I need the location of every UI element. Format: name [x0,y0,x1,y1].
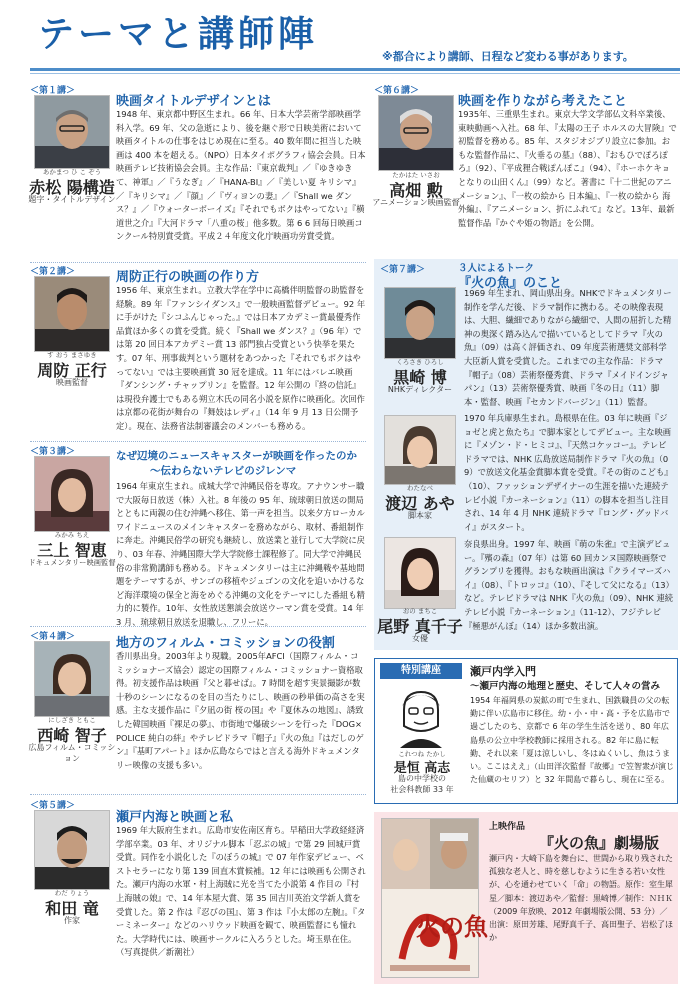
special-lecture-body: 1954 年福岡県の炭鉱の町で生まれ、国鉄職員の父の転勤に伴い広島市に移住。幼・小・中・高・予を広島市で過ごしたのち、京都で 6 年の学生生活を送り、80 年広島県の公立中学校教師に採用される。82 年に島に転勤、それ以来「夏は涼しいし、冬はぬくいし、魚はうまい。ここはええ」（山田洋次監督『故郷』で笠智衆が演じた仙蔵のセリフ）と 32 年間島で暮らし、現在に至る。 [470,696,674,785]
divider-1 [30,262,366,263]
lecturer-4-name: 西崎 智子 [37,726,107,745]
schedule-note: ※都合により講師、日程など変わる事があります。 [382,50,634,63]
lecture-6-label: ＜第６講＞ [374,86,420,96]
lecturer-5-ruby: わだ りょう [54,889,90,897]
lecture-1-label: ＜第１講＞ [30,86,76,96]
lecturer-6-ruby: たかはた いさお [392,171,440,179]
speaker-1-photo [384,287,456,359]
lecture-1-body-b [30,216,366,257]
lecturer-2-photo [34,276,110,352]
lecturer-1-photo [34,95,110,169]
lecturer-5-role: 作家 [64,916,80,925]
speaker-3-role: 女優 [412,634,428,643]
special-lecture-title: 瀬戸内学入門 [470,665,536,678]
lecturer-1-ruby: あかまつ ひ こ ぞう [42,168,102,176]
film-badge: 上映作品 [489,822,526,832]
lecturer-1-role: 題字・タイトルデザイン [28,195,116,204]
lecture-7-title: 『火の魚』のこと [458,276,563,291]
lecturer-4-photo [34,641,110,717]
lecture-2-label: ＜第２講＞ [30,267,76,277]
lecture-3-subtitle: 〜伝わらないテレビのジレンマ [150,465,297,477]
lecturer-5-name: 和田 竜 [45,899,99,918]
lecturer-4-role: 広島フィルム・コミッション [28,743,116,763]
lecture-6-body: 1935年、三重県生まれ。東京大学文学部仏文科卒業後、東映動画へ入社。68 年、『太陽の王子 ホルスの大冒険』で初監督を務める。85 年、スタジオジブリ設立に参加。おもな監督作品に、『火垂るの墓』（88）、『おもひでぽろぽろ』（92）、『平成狸合戦ぽんぽこ』（94）、『ホーホケキョとなりの山田くん』（99）など。著書に『十二世紀のアニメーション』、『一枚の絵から 日本編』、『一枚の絵から 海外編』、『アニメーション、折にふれて』など。13年、最新監督作品『かぐや姫の物語』を公開。 [458,109,677,228]
special-lecturer-role-1: 島の中学校の [398,774,446,783]
lecture-4-body: 香川県出身。2003年より現職。2005年AFCI（国際フィルム・コミッショナーズ協会）認定の国際フィルム・コミッショナー資格取得。初支援作品は映画『父と暮せば』。7 時間を超す実景撮影が数十秒のシーンになるのを目の当たりにし、映画の秒単価の高さを実感。主な支援作品に『夕凪の街 桜の国』や『夏休みの地図』、誘致した韓国映画『裸足の夢』、市街地で爆破シーンを行った『DOG×POLICE 純白の絆』やテレビドラマ『帽子』『火の魚』『はだしのゲン』『基町アパート』ほか広島ならではと言える海外ドキュメンタリー映像の支援も多い。 [116,651,365,770]
lecturer-illustration [390,686,452,748]
divider-3 [30,626,366,627]
speaker-1-body: 1969 年生まれ、岡山県出身。NHKでドキュメンタリー制作を学んだ後、ドラマ制作に携わる。その映像表現は、大胆、繊細でありながら繊細で、人間の屈折した精神の奥深く踏み込んで描いているとしてドラマ『火の魚』（09）は高く評価され、09 年度芸術選奨文部科学大臣新人賞を受賞した。これまでの主な作品：ドラマ『帽子』（08）芸術祭優秀賞、ドラマ『メイドインジャパン』（13）芸術祭優秀賞、映画『冬の日』（11）脚本・監督、映画『セカンドバージン』（11）監督。 [464,288,672,407]
lecture-1-title: 映画タイトルデザインとは [116,94,271,109]
film-poster-title: 火の魚 [416,912,488,941]
speaker-2-body: 1970 年兵庫県生まれ。島根県在住。03 年に映画『ジョゼと虎と魚たち』で脚本家としてデビュー。主な映画に『メゾン・ド・ヒミコ』、『天然コケッコー』。テレビドラマでは、NHK 広島放送局制作ドラマ『火の魚』（09）で放送文化基金賞脚本賞を受賞。『その街のこども』（10）、ファッションデザイナーの生涯を描いた連続テレビ小説『カーネーション』（11）の脚本を担当し注目され、14 年 4 月 NHK 連続ドラマ『ロング・グッドバイ』がスタート。 [464,413,673,532]
special-lecturer-ruby: これつね たかし [398,750,446,758]
lecturer-6-role: アニメーション映画監督 [372,198,460,207]
header-rule-thin [30,73,680,74]
special-lecturer-role-2: 社会科教師 33 年 [390,785,454,794]
lecture-5-body: 1969 年大阪府生まれ。広島市安佐南区育ち。早稲田大学政経経済学部卒業。03 年、オリジナル脚本「忍ぶの城」で第 29 回城戸賞受賞。同作を小説化した『のぼうの城』で 07 年作家デビュー、ベストセラーになり第 139 回直木賞候補。12 年には映画も公開された。瀬戸内海の水軍・村上海賊に光を当てた小説第 4 作目の『村上海賊の娘』で、14 年本屋大賞、第 35 回吉川英治文学新人賞を受賞した。第 2 作は『忍びの国』、第 3 作は『小太郎の左腕』。『ターミネーター』などのハリウッド映画を観て、映画監督にも憧れた。大学時代には、映画サークルに入ろうとした。埼玉県在住。（写真提供／新潮社） [116,825,366,958]
page-title: テーマと講師陣 [38,14,319,55]
lecturer-3-photo [34,456,110,532]
special-lecturer-name: 是恒 高志 [393,761,451,776]
lecturer-4-ruby: にしざき ともこ [48,716,96,724]
lecture-6-title: 映画を作りながら考えたこと [458,94,628,109]
lecturer-5-photo [34,810,110,890]
speaker-1-name: 黒崎 博 [393,368,447,387]
lecturer-2-ruby: す おう まさゆき [47,351,97,359]
speaker-2-name: 渡辺 あや [385,494,455,513]
speaker-2-photo [384,415,456,485]
special-lecture-subtitle: 〜瀬戸内海の地理と歴史、そして人々の営み [470,681,661,692]
lecture-4-title: 地方のフィルム・コミッションの役割 [116,636,335,651]
lecture-3-body: 1964 年東京生まれ。成城大学で沖縄民俗を専攻。アナウンサー職で大阪毎日放送（株）入社。8 年後の 95 年、琉球朝日放送の開局とともに両親の住む沖縄へ移住、第一声を担当。以来夕方ローカルワイドニュースのメインキャスターを務めながら、取材、番組制作に奔走。沖縄民俗学の研究も継続し、放送業と並行して大学院に戻り、03 年春、沖縄国際大学大学院修士課程修了。同大学で沖縄民俗の非常勤講師も務める。ドキュメンタリーは主に沖縄戦や基地問題をテーマするが、サンゴの移植やジュゴンの文化を追いかけるなど海洋環境の保全と海をめぐる沖縄の文化をテーマにした番組も精力的に製作。10年、女性放送懇談会放送ウーマン賞を受賞。14 年 3 月、琉球朝日放送を退職し、フリーに。 [116,481,365,627]
speaker-1-role: NHKディレクター [387,385,453,394]
film-title: 『火の魚』劇場版 [539,834,660,852]
lecturer-3-ruby: みかみ ちえ [54,531,90,539]
divider-2 [30,441,366,442]
lecturer-6-photo [378,95,454,171]
lecturer-1-name: 赤松 陽構造 [29,178,115,197]
lecture-7-label: ＜第７講＞ [380,265,426,275]
lecture-2-body: 1956 年、東京生まれ。立教大学在学中に高橋伴明監督の助監督を経験。89 年『ファンシイダンス』で一般映画監督デビュー。92 年に手がけた『シコふんじゃった。』では日本アカデミー賞最優秀作品賞ほか多くの賞を受賞。続く『Shall we ダンス？』（96 年）では第 20 回日本アカデミー賞 13 部門独占受賞という快挙を果たす。07 年、刑事裁判という題材をあつかった『それでもボクはやってない』では主要映画賞 30 冠を達成。11 年にはバレエ映画『ダンシング・チャップリン』を監督。12 年公開の『終の信託』は現役弁護士でもある朔立木氏の同名小説を原作に映画化。次回作は京都の花街が舞台の『舞妓はレディ』（14 年 9 月 13 日公開予定）。現在、法務省法制審議会のメンバーも務める。 [116,285,366,431]
lecture-1-body-a: 1948 年、東京都中野区生まれ。66 年、日本大学芸術学部映画学科入学。69 年、父の急逝により、後を継ぐ形で日映美術において映画タイトルの仕事をはじめ現在に至る。40 数年間に担当した映画は 400 本を超える。（NPO）日本タイポグラフィ協会会員。日本映画テレビ技術協会会員。主な作品：『東京裁判』／『ゆきゆきて、神軍』／『うなぎ』／『HANA-BI』／『美しい夏 キリシマ』／『キリシマ』／『顔』／『ヴィヨンの妻』／『Shall we ダンス？』／『ウォーターボーイズ』『それでもボクはやってない』『横道世之介』『大河ドラマ「八重の桜」他多数。第 6 6 回毎日映画コンクール特別賞受賞。平成２４年度文化庁映画功労賞受賞。 [116,109,366,242]
speaker-3-body: 奈良県出身。1997 年、映画『萌の朱雀』で主演デビュー。『殯の森』（07 年）は第 60 回カンヌ国際映画祭でグランプリを獲得。おもな映画出演は『クライマーズハイ』（08）、『トロッコ』（10）、『そして父になる』（13）など。テレビドラマは NHK『火の魚』（09）、NHK 連続テレビ小説『カーネーション』（11-12）、フジテレビ『極悪がんぼ』（14）ほか多数出演。 [464,539,674,631]
speaker-3-photo [384,537,456,609]
lecture-7-kicker: ３人によるトーク [458,263,535,274]
film-poster [381,818,488,978]
lecture-5-label: ＜第５講＞ [30,801,76,811]
speaker-2-ruby: わたなべ [407,484,433,492]
speaker-3-ruby: おの まちこ [402,607,438,615]
lecturer-3-role: ドキュメンタリー映画監督 [28,558,116,567]
lecturer-6-name: 高畑 勲 [389,181,443,200]
speaker-1-ruby: くろさき ひろし [396,358,444,366]
lecturer-2-name: 周防 正行 [37,361,107,380]
lecture-2-title: 周防正行の映画の作り方 [116,270,260,285]
film-body: 瀬戸内・大崎下島を舞台に、世間から取り残された孤独な老人と、時を慈しむように生きる若い女性が、心を通わせていく「命」の物語。原作：室生犀星／脚本：渡辺あや／監督：黒崎博／制作：ＮＨＫ（2009 年放映、2012 年劇場版公開、53 分）／出演：原田芳雄、尾野真千子、高田聖子、岩松了ほか [489,854,673,943]
special-lecture-badge: 特別講座 [380,663,462,679]
lecturer-2-role: 映画監督 [56,378,88,387]
speaker-2-role: 脚本家 [408,511,432,520]
lecture-3-label: ＜第３講＞ [30,447,76,457]
speaker-3-name: 尾野 真千子 [377,617,463,636]
lecture-5-title: 瀬戸内海と映画と私 [116,810,234,825]
divider-4 [30,794,366,795]
lecture-4-label: ＜第４講＞ [30,632,76,642]
header-rule [30,68,680,71]
lecturer-3-name: 三上 智恵 [37,541,107,560]
lecture-3-title: なぜ辺境のニュースキャスターが映画を作ったのか [116,450,357,462]
